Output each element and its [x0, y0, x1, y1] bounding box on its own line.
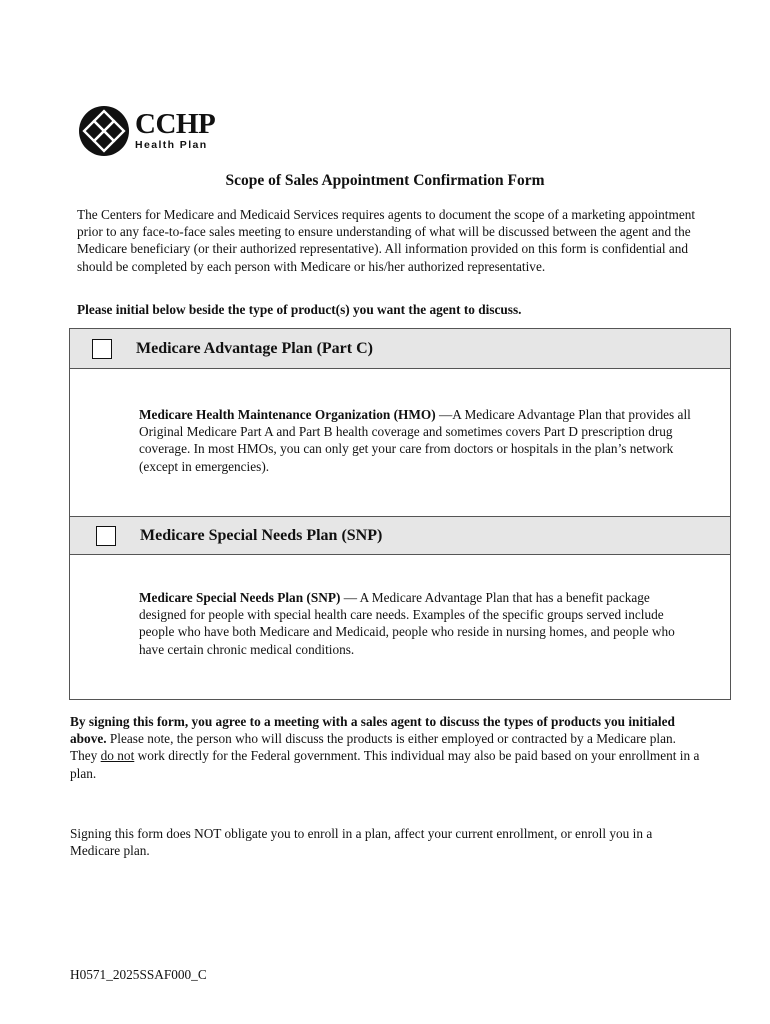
- initial-box-snp[interactable]: [96, 526, 116, 546]
- plan-selection-table: [69, 328, 731, 700]
- cchp-logo: [79, 106, 215, 156]
- plan-title-snp: Medicare Special Needs Plan (SNP): [140, 526, 383, 544]
- plan-description-snp-label: Medicare Special Needs Plan (SNP): [139, 590, 341, 605]
- agreement-part1: Please note, the person who will discuss the products is either employed or contracted by a Medicare plan. They: [70, 731, 676, 764]
- plan-header-snp: [70, 516, 730, 555]
- logo-name: CCHP: [135, 108, 216, 140]
- plan-description-snp: [139, 589, 699, 658]
- agreement-paragraph: [70, 713, 700, 782]
- intro-paragraph: The Centers for Medicare and Medicaid Services requires agents to document the scope of a marketing appointment prior to any face-to-face sales meeting to ensure understanding of what will be discussed between the agent and the Medicare beneficiary (or their authorized representative). All information provided on this form is confidential and should be completed by each person with Medicare or his/her authorized representative.: [77, 207, 696, 274]
- cchp-knot-logo-icon: [79, 106, 129, 156]
- obligation-notice: Signing this form does NOT obligate you to enroll in a plan, affect your current enrollment, or enroll you in a Medicare plan.: [70, 826, 653, 859]
- plan-header-medicare-advantage: [70, 329, 730, 369]
- instruction-text: Please initial below beside the type of product(s) you want the agent to discuss.: [77, 302, 522, 317]
- initial-box-medicare-advantage[interactable]: [92, 339, 112, 359]
- plan-description-hmo: [139, 406, 699, 475]
- plan-description-hmo-label: Medicare Health Maintenance Organization (HMO): [139, 407, 436, 422]
- form-code: H0571_2025SSAF000_C: [70, 967, 207, 982]
- agreement-bold: By signing this form, you agree to a meeting with a sales agent to discuss the types of products you initialed above.: [70, 714, 675, 747]
- plan-description-hmo-text: —A Medicare Advantage Plan that provides all Original Medicare Part A and Part B health coverage and sometimes covers Part D prescription drug coverage. In most HMOs, you can only get your care from doctors or hospitals in the plan’s network (except in emergencies).: [139, 407, 691, 474]
- plan-description-snp-text: — A Medicare Advantage Plan that has a benefit package designed for people with special health care needs. Examples of the specific groups served include people who have both Medicare and Medicaid, people who reside in nursing homes, and people who have certain chronic medical conditions.: [139, 590, 675, 657]
- form-title: Scope of Sales Appointment Confirmation Form: [225, 172, 545, 189]
- plan-title-medicare-advantage: Medicare Advantage Plan (Part C): [136, 339, 373, 357]
- logo-subtitle: Health Plan: [135, 139, 208, 151]
- agreement-underlined: do not: [100, 748, 135, 764]
- agreement-part2: work directly for the Federal government. This individual may also be paid based on your enrollment in a plan.: [70, 748, 700, 781]
